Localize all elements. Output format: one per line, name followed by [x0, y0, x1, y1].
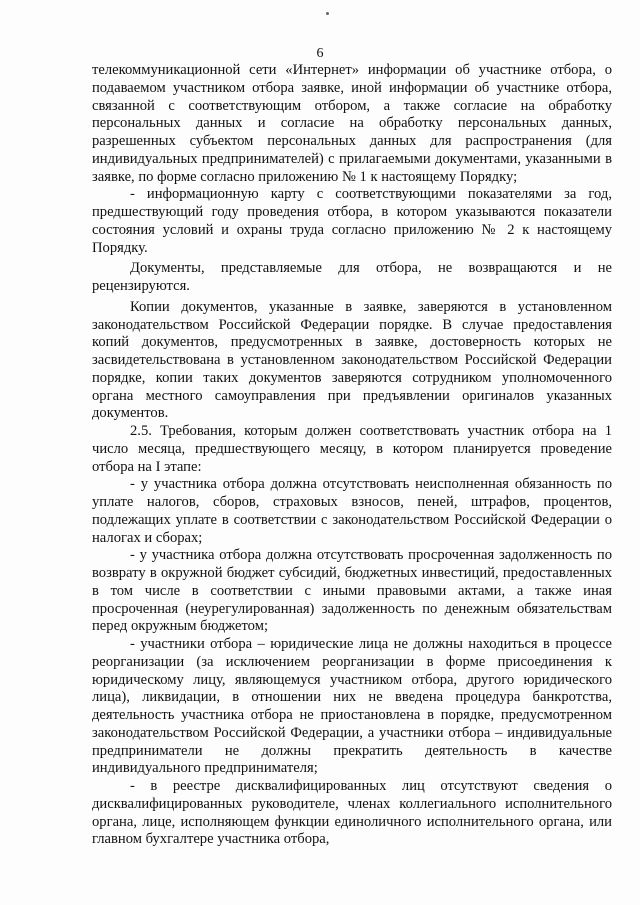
- paragraph-8: - участники отбора – юридические лица не должны находиться в процессе реорганизации (за исключением реорганизации в форме присоединения к юридическому лицу, являющемуся участником отбора, другого юридического лица), ликвидации, в отношении них не введена процедура банкротства, деятельность участника отбора не приостановлена в порядке, предусмотренном законодательством Российской Федерации, а участники отбора – индивидуальные предприниматели не должны прекратить деятельность в качестве индивидуального предпринимателя;: [92, 636, 612, 777]
- paragraph-9: - в реестре дисквалифицированных лиц отсутствуют сведения о дисквалифицированных руководителе, членах коллегиального исполнительного органа, лице, исполняющем функции единоличного исполнительного органа, или главном бухгалтере участника отбора,: [92, 778, 612, 848]
- paragraph-5: 2.5. Требования, которым должен соответствовать участник отбора на 1 число месяца, предшествующего месяцу, в котором планируется проведение отбора на I этапе:: [92, 423, 612, 475]
- page-number: 6: [316, 46, 324, 61]
- paragraph-7: - у участника отбора должна отсутствовать просроченная задолженность по возврату в окружной бюджет субсидий, бюджетных инвестиций, предоставленных в том числе в соответствии с иными правовыми актами, а также иная просроченная (неурегулированная) задолженность по денежным обязательствам перед окружным бюджетом;: [92, 547, 612, 635]
- paragraph-2: - информационную карту с соответствующими показателями за год, предшествующий году проведения отбора, в котором указываются показатели состояния условий и охраны труда согласно приложению № 2 к настоящему Порядку.: [92, 186, 612, 256]
- document-body: [92, 62, 612, 849]
- paragraph-3: Документы, представляемые для отбора, не возвращаются и не рецензируются.: [92, 260, 612, 294]
- paragraph-4: Копии документов, указанные в заявке, заверяются в установленном законодательством Российской Федерации порядке. В случае предоставления копий документов, предусмотренных в заявке, достоверность которых не засвидетельствована в установленном законодательством Российской Федерации порядке, копии таких документов заверяются сотрудником уполномоченного органа местного самоуправления при предъявлении оригиналов указанных документов.: [92, 298, 612, 422]
- paragraph-1: телекоммуникационной сети «Интернет» информации об участнике отбора, о подаваемом участником отбора заявке, иной информации об участнике отбора, связанной с соответствующим отбором, а также согласие на обработку персональных данных и согласие на обработку персональных данных, разрешенных субъектом персональных данных для распространения (для индивидуальных предпринимателей) с прилагаемыми документами, указанными в заявке, по форме согласно приложению № 1 к настоящему Порядку;: [92, 62, 612, 185]
- paragraph-6: - у участника отбора должна отсутствовать неисполненная обязанность по уплате налогов, сборов, страховых взносов, пеней, штрафов, процентов, подлежащих уплате в соответствии с законодательством Российской Федерации о налогах и сборах;: [92, 476, 612, 546]
- scan-mark: [326, 12, 329, 15]
